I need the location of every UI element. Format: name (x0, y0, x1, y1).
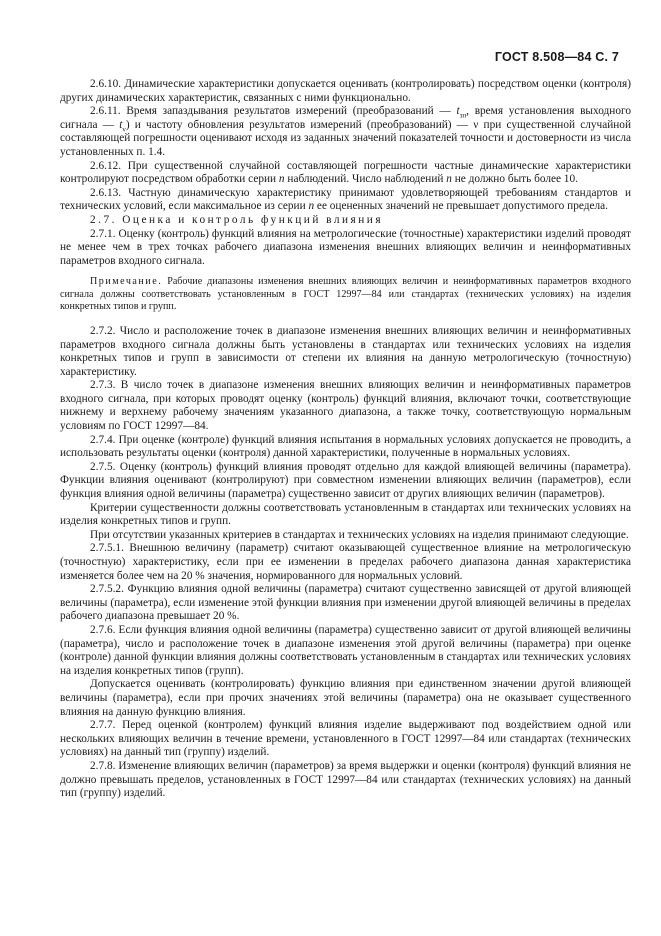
text-run: 2.6.13. Частную динамическую характеристику принимают удовлетворяющей требованиям стандартов и технических условий, если максимальное из серии (60, 186, 631, 213)
paragraph-2-7-5: 2.7.5. Оценку (контроль) функций влияния проводят отдельно для каждой влияющей величины (параметра). Функции влияния оценивают (контролируют) при совместном изменении влияющих величин (параметров), если функция влияния одной величины (параметра) существенно зависит от других влияющих величин (параметров). (60, 460, 631, 501)
paragraph-2-7-4: 2.7.4. При оценке (контроле) функций влияния испытания в нормальных условиях допускается не проводить, а использовать результаты оценки (контроля) данной характеристики, полученные в нормальных условиях. (60, 433, 631, 460)
note-label: Примечание. (90, 276, 163, 288)
paragraph-criteria: Критерии существенности должны соответствовать установленным в стандартах или технических условиях на изделия конкретных типов и групп. (60, 501, 631, 528)
subscript-v: v (122, 125, 126, 134)
text-run: 2.6.11. Время запаздывания результатов измерений (преобразований — (90, 105, 457, 118)
text-run: 2.6.12. При существенной случайной составляющей погрешности частные динамические характеристики контролируют посредством обработки серии (60, 159, 631, 186)
paragraph-2-7-3: 2.7.3. В число точек в диапазоне изменения внешних влияющих величин и неинформативных параметров входного сигнала, при которых проводят оценку (контроль) функций влияния, включают точки, соответствующие нижнему и верхнему рабочему значениям указанного диапазона, а также точку, соответствующую нормальным условиям по ГОСТ 12997—84. (60, 379, 631, 433)
symbol-t: t (119, 118, 123, 131)
symbol-n: n (308, 200, 315, 213)
symbol-n: n (278, 173, 285, 186)
subscript-zp: зп (459, 111, 467, 120)
paragraph-2-7-1: 2.7.1. Оценку (контроль) функций влияния на метрологические (точностные) характеристики изделий проводят не менее чем в трех точках рабочего диапазона изменения внешних влияющих величин и неинформативных параметров входного сигнала. (60, 227, 631, 267)
paragraph-2-7-7: 2.7.7. Перед оценкой (контролем) функций влияния изделие выдерживают под воздействием одной или нескольких влияющих величин в течение времени, установленного в ГОСТ 12997—84 или стандартах (технических условиях) на данный тип (группу) изделий. (60, 719, 631, 759)
text-run: ) и частоту обновления результатов измерений (преобразований) — ν при существенной случайной составляющей погрешности оценивают исходя из заданных значений показателей точности и достоверности из числа установленных п. 1.4. (60, 118, 632, 158)
paragraph-2-6-13 (60, 187, 631, 214)
paragraph-2-6-10: 2.6.10. Динамические характеристики допускается оценивать (контролировать) посредством оценки (контроля) других динамических характеристик, связанных с ними функционально. (60, 78, 631, 104)
paragraph-2-7-5-1: 2.7.5.1. Внешнюю величину (параметр) считают оказывающей существенное влияние на метрологическую (точностную) характеристику, если при ее изменении в пределах рабочего диапазона данная характеристика изменяется более чем на 20 % значения, нормированного для нормальных условий. (60, 542, 631, 582)
paragraph-allowed: Допускается оценивать (контролировать) функцию влияния при единственном значении другой влияющей величины (параметра), если при прочих значениях этой величины (параметра) она не оказывает существенного влияния на данную функцию влияния. (60, 678, 631, 718)
paragraph-absence: При отсутствии указанных критериев в стандартах и технических условиях на изделия принимают следующие. (90, 528, 629, 541)
note (60, 276, 631, 313)
text-run: ее оцененных значений не превышает допустимого предела. (314, 200, 608, 213)
paragraph-2-6-11 (60, 105, 631, 159)
text-run: , время установления выходного сигнала — (60, 105, 631, 131)
document-body (60, 78, 631, 801)
text-run: не должно быть более 10. (451, 173, 578, 186)
symbol-t: t (456, 105, 460, 118)
paragraph-2-6-12 (60, 160, 631, 187)
text-run: наблюдений. Число наблюдений (284, 173, 447, 186)
page-header: ГОСТ 8.508—84 С. 7 (494, 50, 619, 64)
note-text: Рабочие диапазоны изменения внешних влияющих величин и неинформативных параметров входного сигнала должны соответствовать установленным в ГОСТ 12997—84 или стандартах (технических условиях) на изделия конкретных типов и групп. (60, 276, 631, 312)
paragraph-2-7-5-2: 2.7.5.2. Функцию влияния одной величины (параметра) считают существенно зависящей от другой влияющей величины (параметра), если изменение этой функции влияния при изменении другой влияющей величины в пределах рабочего диапазона превышает 20 %. (60, 583, 631, 623)
paragraph-2-7-6: 2.7.6. Если функция влияния одной величины (параметра) существенно зависит от другой влияющей величины (параметра), число и расположение точек в диапазоне изменения этой другой величины (параметра) при оценке (контроле) данной функции влияния должны соответствовать установленным в стандартах или технических условиях на изделия конкретных типов (групп). (60, 623, 631, 677)
paragraph-2-7-8: 2.7.8. Изменение влияющих величин (параметров) за время выдержки и оценки (контроля) функций влияния не должно превышать пределов, установленных в ГОСТ 12997—84 или стандартах (технических условиях) на данный тип (группу) изделий. (60, 759, 631, 800)
paragraph-2-7-2: 2.7.2. Число и расположение точек в диапазоне изменения внешних влияющих величин и неинформативных параметров входного сигнала должны быть установлены в стандартах или технических условиях на изделия конкретных типов и групп в зависимости от степени их влияния на данную метрологическую (точностную) характеристику. (60, 324, 631, 378)
symbol-n: n (446, 173, 452, 186)
section-heading-2-7: 2.7. Оценка и контроль функций влияния (90, 213, 384, 226)
